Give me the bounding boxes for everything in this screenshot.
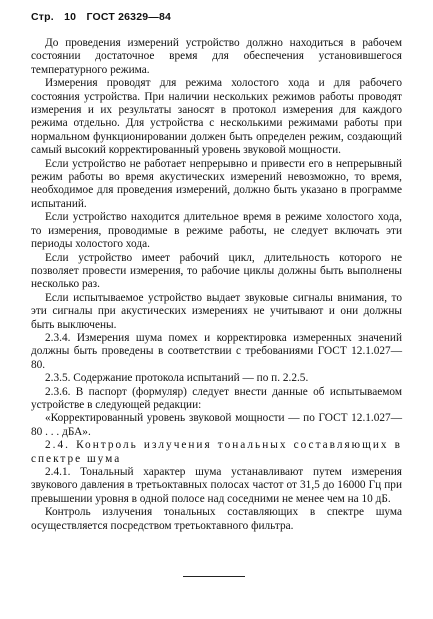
paragraph-warmup: До проведения измерений устройство должно находиться в рабочем состоянии достаточное время для обеспечения установившегося температурного режима. — [31, 37, 402, 76]
paragraph-idle-mode: Если устройство находится длительное время в режиме холостого хода, то измерения, проводимые в режиме работы, не следует включать эти периоды холостого хода. — [31, 211, 402, 251]
standard-designation: ГОСТ 26329—84 — [86, 11, 172, 23]
page-prefix: Стр. — [31, 11, 54, 23]
paragraph-2-3-5: 2.3.5. Содержание протокола испытаний — по п. 2.2.5. — [45, 372, 309, 385]
section-heading-2-4: 2.4. Контроль излучения тональных составляющих в спектре шума — [31, 439, 402, 465]
end-rule — [183, 576, 245, 577]
paragraph-filter: Контроль излучения тональных составляющих в спектре шума осуществляется посредством третьоктавного фильтра. — [31, 506, 402, 532]
paragraph-warning-signals: Если испытываемое устройство выдает звуковые сигналы внимания, то эти сигналы при акустических измерениях не учитывают и они должны быть выключены. — [31, 291, 402, 331]
paragraph-quote: «Корректированный уровень звуковой мощности — по ГОСТ 12.1.027—80 . . . дБА». — [31, 412, 402, 438]
paragraph-2-3-6: 2.3.6. В паспорт (формуляр) следует внести данные об испытываемом устройстве в следующей редакции: — [31, 385, 402, 411]
paragraph-operating-modes: Измерения проводят для режима холостого хода и для рабочего состояния устройства. При наличии нескольких режимов работы проводят измерения и их результаты заносят в протокол измерения для каждого режима отдельно. Для устройства с несколькими режимами работы при нормальном функционировании должен быть определен режим, создающий самый высокий корректированный уровень звуковой мощности. — [31, 77, 402, 157]
page-header — [31, 11, 171, 23]
paragraph-2-3-4: 2.3.4. Измерения шума помех и корректировка измеренных значений должны быть проведены в соответствии с требованиями ГОСТ 12.1.027—80. — [31, 331, 402, 371]
paragraph-non-continuous: Если устройство не работает непрерывно и привести его в непрерывный режим работы во время акустических измерений невозможно, то время, необходимое для проведения измерений, должно быть указано в программе испытаний. — [31, 157, 402, 210]
paragraph-2-4-1: 2.4.1. Тональный характер шума устанавливают путем измерения звукового давления в третьоктавных полосах частот от 31,5 до 16000 Гц при превышении уровня в одной полосе над соседними не менее чем на 10 дБ. — [31, 466, 402, 505]
page-number: 10 — [64, 11, 77, 23]
paragraph-work-cycle: Если устройство имеет рабочий цикл, длительность которого не позволяет провести измерения, то рабочие циклы должны быть выполнены несколько раз. — [31, 251, 402, 291]
body-text — [31, 37, 402, 533]
